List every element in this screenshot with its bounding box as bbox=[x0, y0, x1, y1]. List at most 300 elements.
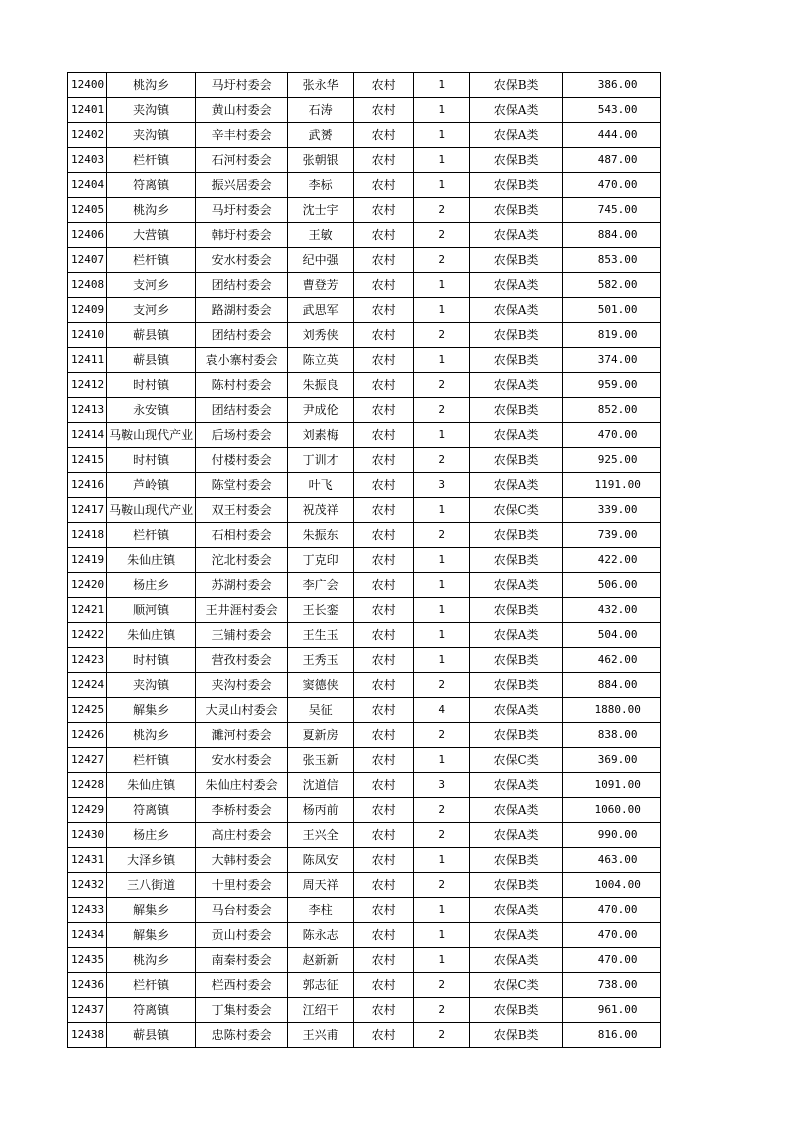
count-cell: 2 bbox=[414, 373, 470, 398]
count-cell: 2 bbox=[414, 323, 470, 348]
table-row bbox=[68, 948, 661, 973]
amount-cell: 884.00 bbox=[563, 673, 661, 698]
category-cell: 农保B类 bbox=[470, 648, 563, 673]
name-cell: 王秀玉 bbox=[288, 648, 354, 673]
id-cell: 12427 bbox=[68, 748, 107, 773]
name-cell: 李广会 bbox=[288, 573, 354, 598]
town-cell: 栏杆镇 bbox=[107, 523, 196, 548]
town-cell: 桃沟乡 bbox=[107, 198, 196, 223]
area-cell: 农村 bbox=[354, 723, 414, 748]
area-cell: 农村 bbox=[354, 523, 414, 548]
category-cell: 农保C类 bbox=[470, 973, 563, 998]
category-cell: 农保A类 bbox=[470, 298, 563, 323]
village-cell: 团结村委会 bbox=[196, 273, 288, 298]
town-cell: 解集乡 bbox=[107, 898, 196, 923]
town-cell: 时村镇 bbox=[107, 448, 196, 473]
name-cell: 李标 bbox=[288, 173, 354, 198]
town-cell: 栏杆镇 bbox=[107, 748, 196, 773]
amount-cell: 990.00 bbox=[563, 823, 661, 848]
id-cell: 12418 bbox=[68, 523, 107, 548]
table-row bbox=[68, 798, 661, 823]
town-cell: 蕲县镇 bbox=[107, 323, 196, 348]
category-cell: 农保A类 bbox=[470, 123, 563, 148]
id-cell: 12422 bbox=[68, 623, 107, 648]
name-cell: 周天祥 bbox=[288, 873, 354, 898]
id-cell: 12403 bbox=[68, 148, 107, 173]
category-cell: 农保C类 bbox=[470, 498, 563, 523]
town-cell: 夹沟镇 bbox=[107, 98, 196, 123]
village-cell: 振兴居委会 bbox=[196, 173, 288, 198]
category-cell: 农保B类 bbox=[470, 198, 563, 223]
area-cell: 农村 bbox=[354, 198, 414, 223]
village-cell: 团结村委会 bbox=[196, 398, 288, 423]
village-cell: 安水村委会 bbox=[196, 748, 288, 773]
village-cell: 十里村委会 bbox=[196, 873, 288, 898]
town-cell: 桃沟乡 bbox=[107, 723, 196, 748]
count-cell: 2 bbox=[414, 448, 470, 473]
village-cell: 夹沟村委会 bbox=[196, 673, 288, 698]
amount-cell: 1191.00 bbox=[563, 473, 661, 498]
count-cell: 3 bbox=[414, 773, 470, 798]
name-cell: 赵新新 bbox=[288, 948, 354, 973]
area-cell: 农村 bbox=[354, 73, 414, 98]
count-cell: 1 bbox=[414, 898, 470, 923]
id-cell: 12411 bbox=[68, 348, 107, 373]
town-cell: 朱仙庄镇 bbox=[107, 773, 196, 798]
name-cell: 杨丙前 bbox=[288, 798, 354, 823]
amount-cell: 1004.00 bbox=[563, 873, 661, 898]
area-cell: 农村 bbox=[354, 123, 414, 148]
table-row bbox=[68, 323, 661, 348]
amount-cell: 369.00 bbox=[563, 748, 661, 773]
id-cell: 12401 bbox=[68, 98, 107, 123]
category-cell: 农保A类 bbox=[470, 273, 563, 298]
id-cell: 12438 bbox=[68, 1023, 107, 1048]
village-cell: 高庄村委会 bbox=[196, 823, 288, 848]
name-cell: 曹登芳 bbox=[288, 273, 354, 298]
count-cell: 4 bbox=[414, 698, 470, 723]
table-row bbox=[68, 498, 661, 523]
village-cell: 路湖村委会 bbox=[196, 298, 288, 323]
name-cell: 王长銮 bbox=[288, 598, 354, 623]
town-cell: 顺河镇 bbox=[107, 598, 196, 623]
id-cell: 12419 bbox=[68, 548, 107, 573]
count-cell: 1 bbox=[414, 648, 470, 673]
name-cell: 郭志征 bbox=[288, 973, 354, 998]
count-cell: 1 bbox=[414, 148, 470, 173]
table-row bbox=[68, 573, 661, 598]
amount-cell: 819.00 bbox=[563, 323, 661, 348]
count-cell: 1 bbox=[414, 848, 470, 873]
id-cell: 12408 bbox=[68, 273, 107, 298]
count-cell: 2 bbox=[414, 873, 470, 898]
name-cell: 尹成伦 bbox=[288, 398, 354, 423]
category-cell: 农保A类 bbox=[470, 698, 563, 723]
area-cell: 农村 bbox=[354, 848, 414, 873]
area-cell: 农村 bbox=[354, 448, 414, 473]
id-cell: 12409 bbox=[68, 298, 107, 323]
id-cell: 12407 bbox=[68, 248, 107, 273]
area-cell: 农村 bbox=[354, 598, 414, 623]
name-cell: 刘素梅 bbox=[288, 423, 354, 448]
id-cell: 12417 bbox=[68, 498, 107, 523]
village-cell: 黄山村委会 bbox=[196, 98, 288, 123]
town-cell: 蕲县镇 bbox=[107, 348, 196, 373]
category-cell: 农保B类 bbox=[470, 148, 563, 173]
category-cell: 农保A类 bbox=[470, 773, 563, 798]
count-cell: 1 bbox=[414, 123, 470, 148]
amount-cell: 852.00 bbox=[563, 398, 661, 423]
amount-cell: 470.00 bbox=[563, 173, 661, 198]
category-cell: 农保A类 bbox=[470, 923, 563, 948]
name-cell: 丁训才 bbox=[288, 448, 354, 473]
name-cell: 张永华 bbox=[288, 73, 354, 98]
category-cell: 农保B类 bbox=[470, 398, 563, 423]
category-cell: 农保B类 bbox=[470, 548, 563, 573]
id-cell: 12421 bbox=[68, 598, 107, 623]
name-cell: 王兴甫 bbox=[288, 1023, 354, 1048]
category-cell: 农保B类 bbox=[470, 998, 563, 1023]
count-cell: 1 bbox=[414, 548, 470, 573]
category-cell: 农保B类 bbox=[470, 173, 563, 198]
village-cell: 朱仙庄村委会 bbox=[196, 773, 288, 798]
table-row bbox=[68, 273, 661, 298]
area-cell: 农村 bbox=[354, 98, 414, 123]
town-cell: 符离镇 bbox=[107, 798, 196, 823]
name-cell: 李柱 bbox=[288, 898, 354, 923]
amount-cell: 501.00 bbox=[563, 298, 661, 323]
town-cell: 大泽乡镇 bbox=[107, 848, 196, 873]
amount-cell: 422.00 bbox=[563, 548, 661, 573]
town-cell: 杨庄乡 bbox=[107, 573, 196, 598]
id-cell: 12434 bbox=[68, 923, 107, 948]
town-cell: 符离镇 bbox=[107, 173, 196, 198]
town-cell: 马鞍山现代产业 bbox=[107, 423, 196, 448]
id-cell: 12433 bbox=[68, 898, 107, 923]
area-cell: 农村 bbox=[354, 923, 414, 948]
category-cell: 农保B类 bbox=[470, 448, 563, 473]
category-cell: 农保B类 bbox=[470, 248, 563, 273]
table-row bbox=[68, 223, 661, 248]
amount-cell: 884.00 bbox=[563, 223, 661, 248]
town-cell: 蕲县镇 bbox=[107, 1023, 196, 1048]
count-cell: 1 bbox=[414, 173, 470, 198]
amount-cell: 386.00 bbox=[563, 73, 661, 98]
village-cell: 营孜村委会 bbox=[196, 648, 288, 673]
table-row bbox=[68, 748, 661, 773]
amount-cell: 470.00 bbox=[563, 948, 661, 973]
town-cell: 支河乡 bbox=[107, 273, 196, 298]
table-row bbox=[68, 473, 661, 498]
count-cell: 1 bbox=[414, 423, 470, 448]
area-cell: 农村 bbox=[354, 473, 414, 498]
id-cell: 12430 bbox=[68, 823, 107, 848]
id-cell: 12425 bbox=[68, 698, 107, 723]
town-cell: 夹沟镇 bbox=[107, 123, 196, 148]
id-cell: 12404 bbox=[68, 173, 107, 198]
category-cell: 农保B类 bbox=[470, 323, 563, 348]
category-cell: 农保B类 bbox=[470, 673, 563, 698]
category-cell: 农保B类 bbox=[470, 598, 563, 623]
area-cell: 农村 bbox=[354, 898, 414, 923]
table-row bbox=[68, 523, 661, 548]
id-cell: 12410 bbox=[68, 323, 107, 348]
table-row bbox=[68, 348, 661, 373]
count-cell: 1 bbox=[414, 923, 470, 948]
table-row bbox=[68, 173, 661, 198]
village-cell: 马台村委会 bbox=[196, 898, 288, 923]
table-row bbox=[68, 848, 661, 873]
area-cell: 农村 bbox=[354, 248, 414, 273]
count-cell: 2 bbox=[414, 1023, 470, 1048]
town-cell: 朱仙庄镇 bbox=[107, 623, 196, 648]
village-cell: 沱北村委会 bbox=[196, 548, 288, 573]
name-cell: 石涛 bbox=[288, 98, 354, 123]
id-cell: 12402 bbox=[68, 123, 107, 148]
village-cell: 贡山村委会 bbox=[196, 923, 288, 948]
area-cell: 农村 bbox=[354, 623, 414, 648]
category-cell: 农保A类 bbox=[470, 373, 563, 398]
town-cell: 桃沟乡 bbox=[107, 948, 196, 973]
village-cell: 辛丰村委会 bbox=[196, 123, 288, 148]
table-row bbox=[68, 1023, 661, 1048]
table-row bbox=[68, 698, 661, 723]
count-cell: 2 bbox=[414, 723, 470, 748]
count-cell: 1 bbox=[414, 273, 470, 298]
category-cell: 农保B类 bbox=[470, 848, 563, 873]
table-row bbox=[68, 548, 661, 573]
amount-cell: 853.00 bbox=[563, 248, 661, 273]
village-cell: 王井涯村委会 bbox=[196, 598, 288, 623]
id-cell: 12415 bbox=[68, 448, 107, 473]
table-row bbox=[68, 648, 661, 673]
area-cell: 农村 bbox=[354, 1023, 414, 1048]
name-cell: 纪中强 bbox=[288, 248, 354, 273]
name-cell: 王生玉 bbox=[288, 623, 354, 648]
name-cell: 王兴全 bbox=[288, 823, 354, 848]
village-cell: 安水村委会 bbox=[196, 248, 288, 273]
category-cell: 农保A类 bbox=[470, 948, 563, 973]
table-body bbox=[68, 73, 661, 1048]
name-cell: 朱振良 bbox=[288, 373, 354, 398]
id-cell: 12436 bbox=[68, 973, 107, 998]
count-cell: 2 bbox=[414, 823, 470, 848]
name-cell: 祝茂祥 bbox=[288, 498, 354, 523]
category-cell: 农保A类 bbox=[470, 823, 563, 848]
name-cell: 夏新房 bbox=[288, 723, 354, 748]
town-cell: 芦岭镇 bbox=[107, 473, 196, 498]
amount-cell: 738.00 bbox=[563, 973, 661, 998]
area-cell: 农村 bbox=[354, 973, 414, 998]
category-cell: 农保A类 bbox=[470, 798, 563, 823]
town-cell: 杨庄乡 bbox=[107, 823, 196, 848]
area-cell: 农村 bbox=[354, 223, 414, 248]
village-cell: 陈堂村委会 bbox=[196, 473, 288, 498]
count-cell: 1 bbox=[414, 298, 470, 323]
town-cell: 栏杆镇 bbox=[107, 148, 196, 173]
amount-cell: 838.00 bbox=[563, 723, 661, 748]
count-cell: 3 bbox=[414, 473, 470, 498]
count-cell: 2 bbox=[414, 248, 470, 273]
category-cell: 农保A类 bbox=[470, 223, 563, 248]
area-cell: 农村 bbox=[354, 323, 414, 348]
id-cell: 12426 bbox=[68, 723, 107, 748]
id-cell: 12435 bbox=[68, 948, 107, 973]
area-cell: 农村 bbox=[354, 498, 414, 523]
table-row bbox=[68, 923, 661, 948]
id-cell: 12413 bbox=[68, 398, 107, 423]
table-row bbox=[68, 298, 661, 323]
village-cell: 袁小寨村委会 bbox=[196, 348, 288, 373]
town-cell: 解集乡 bbox=[107, 698, 196, 723]
id-cell: 12406 bbox=[68, 223, 107, 248]
category-cell: 农保A类 bbox=[470, 423, 563, 448]
amount-cell: 470.00 bbox=[563, 423, 661, 448]
amount-cell: 1060.00 bbox=[563, 798, 661, 823]
name-cell: 武思军 bbox=[288, 298, 354, 323]
village-cell: 忠陈村委会 bbox=[196, 1023, 288, 1048]
category-cell: 农保C类 bbox=[470, 748, 563, 773]
amount-cell: 374.00 bbox=[563, 348, 661, 373]
village-cell: 团结村委会 bbox=[196, 323, 288, 348]
amount-cell: 504.00 bbox=[563, 623, 661, 648]
category-cell: 农保B类 bbox=[470, 723, 563, 748]
amount-cell: 745.00 bbox=[563, 198, 661, 223]
area-cell: 农村 bbox=[354, 173, 414, 198]
village-cell: 南秦村委会 bbox=[196, 948, 288, 973]
table-row bbox=[68, 148, 661, 173]
id-cell: 12428 bbox=[68, 773, 107, 798]
table-row bbox=[68, 598, 661, 623]
village-cell: 石河村委会 bbox=[196, 148, 288, 173]
town-cell: 符离镇 bbox=[107, 998, 196, 1023]
count-cell: 1 bbox=[414, 598, 470, 623]
count-cell: 1 bbox=[414, 348, 470, 373]
table-row bbox=[68, 123, 661, 148]
table-row bbox=[68, 448, 661, 473]
name-cell: 吴征 bbox=[288, 698, 354, 723]
category-cell: 农保A类 bbox=[470, 623, 563, 648]
name-cell: 叶飞 bbox=[288, 473, 354, 498]
id-cell: 12429 bbox=[68, 798, 107, 823]
village-cell: 丁集村委会 bbox=[196, 998, 288, 1023]
village-cell: 濉河村委会 bbox=[196, 723, 288, 748]
area-cell: 农村 bbox=[354, 773, 414, 798]
table-row bbox=[68, 873, 661, 898]
town-cell: 马鞍山现代产业 bbox=[107, 498, 196, 523]
id-cell: 12412 bbox=[68, 373, 107, 398]
area-cell: 农村 bbox=[354, 873, 414, 898]
town-cell: 大营镇 bbox=[107, 223, 196, 248]
count-cell: 1 bbox=[414, 748, 470, 773]
amount-cell: 1091.00 bbox=[563, 773, 661, 798]
amount-cell: 444.00 bbox=[563, 123, 661, 148]
name-cell: 王敏 bbox=[288, 223, 354, 248]
area-cell: 农村 bbox=[354, 648, 414, 673]
category-cell: 农保A类 bbox=[470, 473, 563, 498]
amount-cell: 1880.00 bbox=[563, 698, 661, 723]
count-cell: 2 bbox=[414, 223, 470, 248]
village-cell: 付楼村委会 bbox=[196, 448, 288, 473]
town-cell: 三八街道 bbox=[107, 873, 196, 898]
table-row bbox=[68, 98, 661, 123]
town-cell: 时村镇 bbox=[107, 648, 196, 673]
village-cell: 栏西村委会 bbox=[196, 973, 288, 998]
category-cell: 农保A类 bbox=[470, 898, 563, 923]
area-cell: 农村 bbox=[354, 548, 414, 573]
amount-cell: 470.00 bbox=[563, 898, 661, 923]
village-cell: 苏湖村委会 bbox=[196, 573, 288, 598]
table-row bbox=[68, 973, 661, 998]
amount-cell: 463.00 bbox=[563, 848, 661, 873]
name-cell: 陈凤安 bbox=[288, 848, 354, 873]
amount-cell: 925.00 bbox=[563, 448, 661, 473]
village-cell: 双王村委会 bbox=[196, 498, 288, 523]
amount-cell: 339.00 bbox=[563, 498, 661, 523]
name-cell: 陈永志 bbox=[288, 923, 354, 948]
area-cell: 农村 bbox=[354, 573, 414, 598]
village-cell: 大灵山村委会 bbox=[196, 698, 288, 723]
area-cell: 农村 bbox=[354, 273, 414, 298]
town-cell: 栏杆镇 bbox=[107, 248, 196, 273]
town-cell: 解集乡 bbox=[107, 923, 196, 948]
category-cell: 农保A类 bbox=[470, 573, 563, 598]
amount-cell: 506.00 bbox=[563, 573, 661, 598]
town-cell: 桃沟乡 bbox=[107, 73, 196, 98]
name-cell: 陈立英 bbox=[288, 348, 354, 373]
count-cell: 2 bbox=[414, 198, 470, 223]
count-cell: 2 bbox=[414, 673, 470, 698]
area-cell: 农村 bbox=[354, 798, 414, 823]
table-row bbox=[68, 623, 661, 648]
count-cell: 1 bbox=[414, 498, 470, 523]
area-cell: 农村 bbox=[354, 298, 414, 323]
name-cell: 窦德侠 bbox=[288, 673, 354, 698]
name-cell: 武赟 bbox=[288, 123, 354, 148]
table-row bbox=[68, 898, 661, 923]
area-cell: 农村 bbox=[354, 398, 414, 423]
amount-cell: 582.00 bbox=[563, 273, 661, 298]
amount-cell: 462.00 bbox=[563, 648, 661, 673]
town-cell: 栏杆镇 bbox=[107, 973, 196, 998]
area-cell: 农村 bbox=[354, 823, 414, 848]
table-row bbox=[68, 73, 661, 98]
category-cell: 农保B类 bbox=[470, 348, 563, 373]
area-cell: 农村 bbox=[354, 948, 414, 973]
name-cell: 刘秀侠 bbox=[288, 323, 354, 348]
table-row bbox=[68, 673, 661, 698]
table-row bbox=[68, 248, 661, 273]
name-cell: 丁克印 bbox=[288, 548, 354, 573]
area-cell: 农村 bbox=[354, 373, 414, 398]
area-cell: 农村 bbox=[354, 748, 414, 773]
category-cell: 农保A类 bbox=[470, 98, 563, 123]
name-cell: 朱振东 bbox=[288, 523, 354, 548]
table-row bbox=[68, 198, 661, 223]
town-cell: 朱仙庄镇 bbox=[107, 548, 196, 573]
id-cell: 12432 bbox=[68, 873, 107, 898]
id-cell: 12437 bbox=[68, 998, 107, 1023]
id-cell: 12431 bbox=[68, 848, 107, 873]
id-cell: 12405 bbox=[68, 198, 107, 223]
area-cell: 农村 bbox=[354, 698, 414, 723]
category-cell: 农保B类 bbox=[470, 1023, 563, 1048]
table-row bbox=[68, 373, 661, 398]
area-cell: 农村 bbox=[354, 998, 414, 1023]
table-row bbox=[68, 723, 661, 748]
count-cell: 1 bbox=[414, 98, 470, 123]
village-cell: 石相村委会 bbox=[196, 523, 288, 548]
